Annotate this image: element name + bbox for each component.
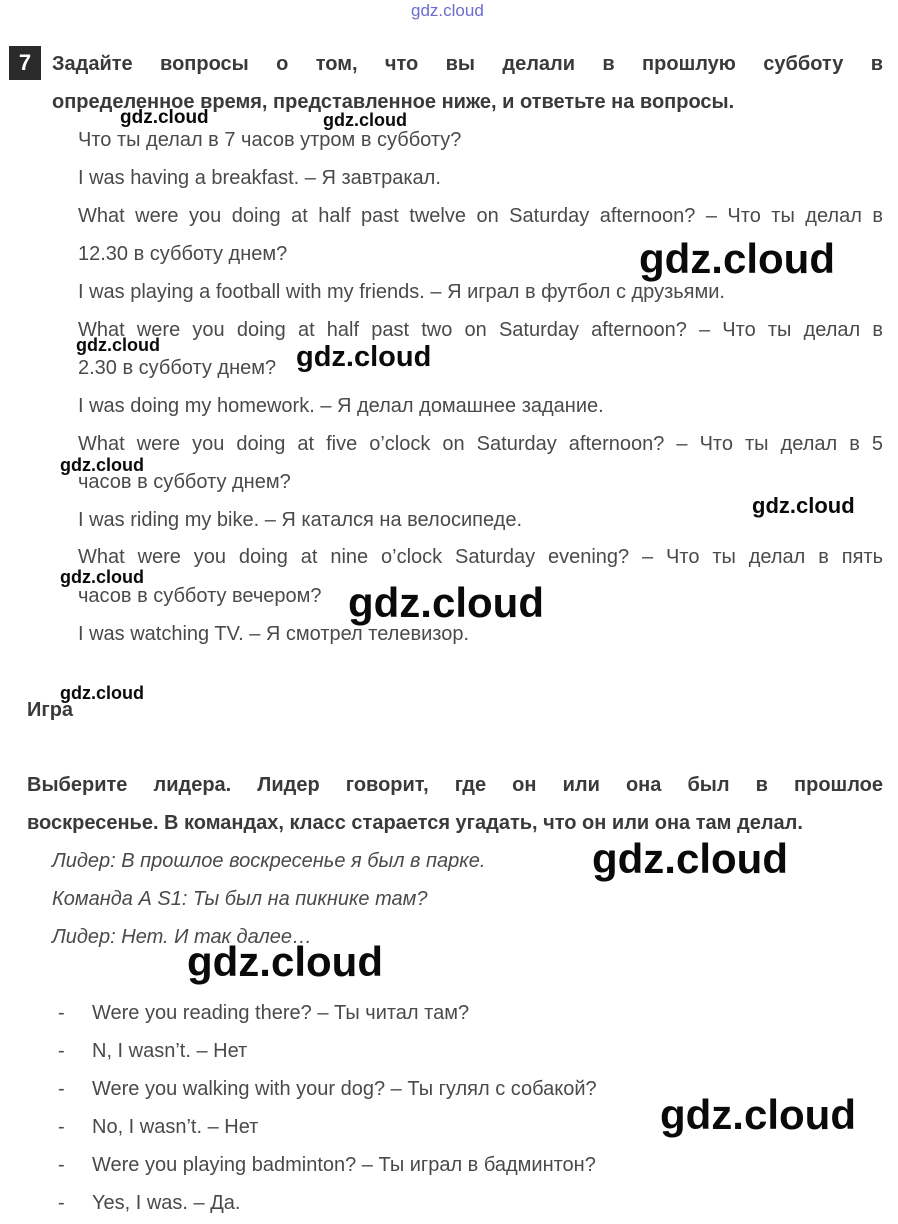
exercise-line: What were you doing at five o’clock on Saturday afternoon? – Что ты делал в 5 xyxy=(78,433,883,455)
bullet-dash: - xyxy=(58,1192,65,1214)
watermark: gdz.cloud xyxy=(60,567,144,587)
exercise-line: I was doing my homework. – Я делал домашнее задание. xyxy=(78,395,604,417)
bullet-dash: - xyxy=(58,1040,65,1062)
exercise-heading-line1: Задайте вопросы о том, что вы делали в прошлую субботу в xyxy=(52,53,883,75)
exercise-line: I was having a breakfast. – Я завтракал. xyxy=(78,167,441,189)
watermark: gdz.cloud xyxy=(76,335,160,355)
watermark: gdz.cloud xyxy=(639,235,835,282)
exercise-line: I was playing a football with my friends. – Я играл в футбол с друзьями. xyxy=(78,281,725,303)
game-example-line: Лидер: Нет. И так далее… xyxy=(52,926,313,948)
exercise-line: I was watching TV. – Я смотрел телевизор. xyxy=(78,623,470,645)
bullet-item: No, I wasn’t. – Нет xyxy=(92,1116,259,1138)
watermark: gdz.cloud xyxy=(60,455,144,475)
exercise-line: I was riding my bike. – Я катался на велосипеде. xyxy=(78,509,523,531)
exercise-line: часов в субботу днем? xyxy=(78,471,291,493)
game-intro-line1: Выберите лидера. Лидер говорит, где он или она был в прошлое xyxy=(27,774,883,796)
bullet-dash: - xyxy=(58,1002,65,1024)
watermark-top: gdz.cloud xyxy=(411,1,484,20)
exercise-line: What were you doing at half past two on Saturday afternoon? – Что ты делал в xyxy=(78,319,883,341)
game-example-line: Лидер: В прошлое воскресенье я был в парке. xyxy=(52,850,486,872)
watermark: gdz.cloud xyxy=(120,107,209,128)
game-example-line: Команда А S1: Ты был на пикнике там? xyxy=(52,888,428,910)
watermark: gdz.cloud xyxy=(296,341,432,373)
bullet-item: Were you playing badminton? – Ты играл в бадминтон? xyxy=(92,1154,596,1176)
bullet-dash: - xyxy=(58,1154,65,1176)
watermark: gdz.cloud xyxy=(752,493,855,518)
exercise-heading-line2: определенное время, представленное ниже, и ответьте на вопросы. xyxy=(52,91,735,113)
watermark: gdz.cloud xyxy=(187,938,383,985)
game-title: Игра xyxy=(27,699,74,721)
watermark: gdz.cloud xyxy=(348,579,544,626)
watermark: gdz.cloud xyxy=(60,683,144,703)
watermark: gdz.cloud xyxy=(660,1091,856,1138)
exercise-line: What were you doing at nine o’clock Saturday evening? – Что ты делал в пять xyxy=(78,546,883,568)
game-intro-line2: воскресенье. В командах, класс старается угадать, что он или она там делал. xyxy=(27,812,803,834)
watermark: gdz.cloud xyxy=(592,835,788,882)
bullet-item: Were you reading there? – Ты читал там? xyxy=(92,1002,470,1024)
exercise-line: What were you doing at half past twelve on Saturday afternoon? – Что ты делал в xyxy=(78,205,883,227)
exercise-line: часов в субботу вечером? xyxy=(78,585,322,607)
bullet-dash: - xyxy=(58,1078,65,1100)
watermark: gdz.cloud xyxy=(323,110,407,130)
exercise-number: 7 xyxy=(9,46,41,80)
bullet-dash: - xyxy=(58,1116,65,1138)
bullet-item: Were you walking with your dog? – Ты гулял с собакой? xyxy=(92,1078,597,1100)
bullet-item: Yes, I was. – Да. xyxy=(92,1192,241,1214)
exercise-line: 12.30 в субботу днем? xyxy=(78,243,288,265)
exercise-line: 2.30 в субботу днем? xyxy=(78,357,277,379)
exercise-line: Что ты делал в 7 часов утром в субботу? xyxy=(78,129,462,151)
bullet-item: N, I wasn’t. – Нет xyxy=(92,1040,248,1062)
